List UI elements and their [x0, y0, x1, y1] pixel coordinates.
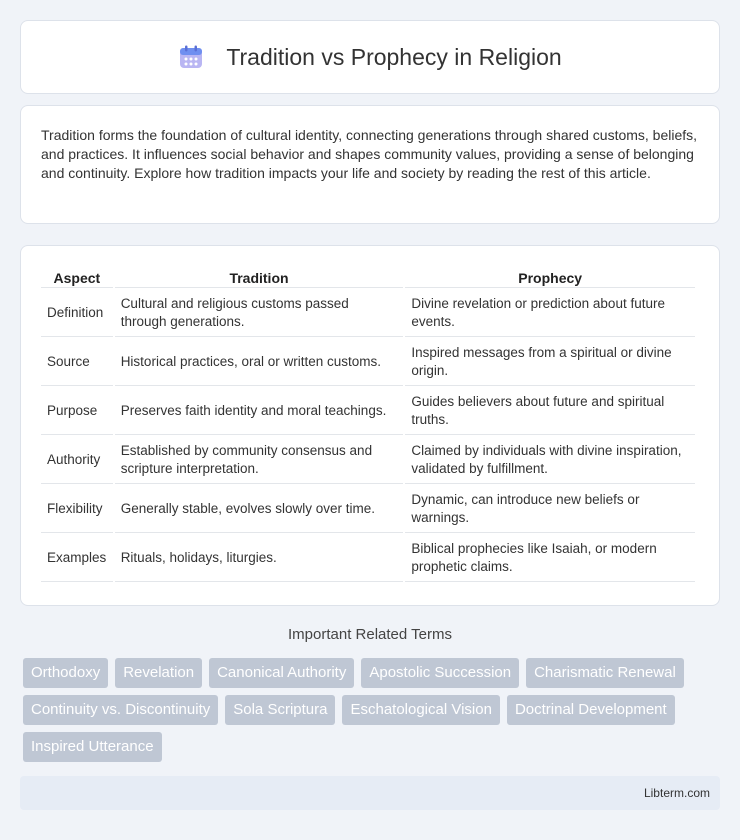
header-prophecy: Prophecy — [405, 268, 695, 288]
related-terms-title: Important Related Terms — [288, 626, 452, 643]
cell-aspect: Flexibility — [41, 486, 113, 533]
tag-sola-scriptura[interactable]: Sola Scriptura — [225, 695, 335, 725]
comparison-table — [39, 266, 697, 584]
cell-aspect: Examples — [41, 535, 113, 582]
intro-text: Tradition forms the foundation of cultural identity, connecting generations through shared customs, beliefs, and practices. It influences social behavior and shapes community values, providing a sense of belonging and continuity. Explore how tradition impacts your life and society by reading the rest of this article. — [41, 127, 698, 181]
tag-orthodoxy[interactable]: Orthodoxy — [23, 658, 108, 688]
header-card — [20, 20, 720, 94]
calendar-icon — [178, 44, 204, 70]
cell-prophecy: Biblical prophecies like Isaiah, or modern prophetic claims. — [405, 535, 695, 582]
tag-canonical-authority[interactable]: Canonical Authority — [209, 658, 354, 688]
tag-eschatological-vision[interactable]: Eschatological Vision — [342, 695, 499, 725]
table-row — [41, 339, 695, 386]
comparison-card — [20, 245, 720, 606]
cell-prophecy: Inspired messages from a spiritual or divine origin. — [405, 339, 695, 386]
tag-apostolic-succession[interactable]: Apostolic Succession — [361, 658, 519, 688]
footer-site-link[interactable]: Libterm.com — [643, 786, 710, 800]
tag-continuity-vs-discontinuity[interactable]: Continuity vs. Discontinuity — [23, 695, 218, 725]
tag-inspired-utterance[interactable]: Inspired Utterance — [23, 732, 162, 762]
cell-tradition: Preserves faith identity and moral teachings. — [115, 388, 404, 435]
cell-tradition: Rituals, holidays, liturgies. — [115, 535, 404, 582]
cell-aspect: Source — [41, 339, 113, 386]
tag-charismatic-renewal[interactable]: Charismatic Renewal — [526, 658, 684, 688]
header-aspect: Aspect — [41, 268, 113, 288]
cell-tradition: Cultural and religious customs passed through generations. — [115, 290, 404, 337]
cell-tradition: Generally stable, evolves slowly over time. — [115, 486, 404, 533]
footer — [20, 776, 720, 810]
cell-aspect: Purpose — [41, 388, 113, 435]
cell-prophecy: Guides believers about future and spiritual truths. — [405, 388, 695, 435]
table-row — [41, 388, 695, 435]
table-row — [41, 486, 695, 533]
page-title: Tradition vs Prophecy in Religion — [226, 43, 562, 70]
cell-aspect: Authority — [41, 437, 113, 484]
table-row — [41, 290, 695, 337]
table-row — [41, 535, 695, 582]
intro-card — [20, 105, 720, 224]
header-tradition: Tradition — [115, 268, 404, 288]
related-terms-list — [23, 658, 723, 769]
cell-prophecy: Claimed by individuals with divine inspiration, validated by fulfillment. — [405, 437, 695, 484]
table-row — [41, 437, 695, 484]
cell-prophecy: Dynamic, can introduce new beliefs or warnings. — [405, 486, 695, 533]
tag-doctrinal-development[interactable]: Doctrinal Development — [507, 695, 675, 725]
cell-tradition: Established by community consensus and scripture interpretation. — [115, 437, 404, 484]
cell-prophecy: Divine revelation or prediction about future events. — [405, 290, 695, 337]
cell-aspect: Definition — [41, 290, 113, 337]
table-header-row — [41, 268, 695, 288]
tag-revelation[interactable]: Revelation — [115, 658, 202, 688]
cell-tradition: Historical practices, oral or written customs. — [115, 339, 404, 386]
